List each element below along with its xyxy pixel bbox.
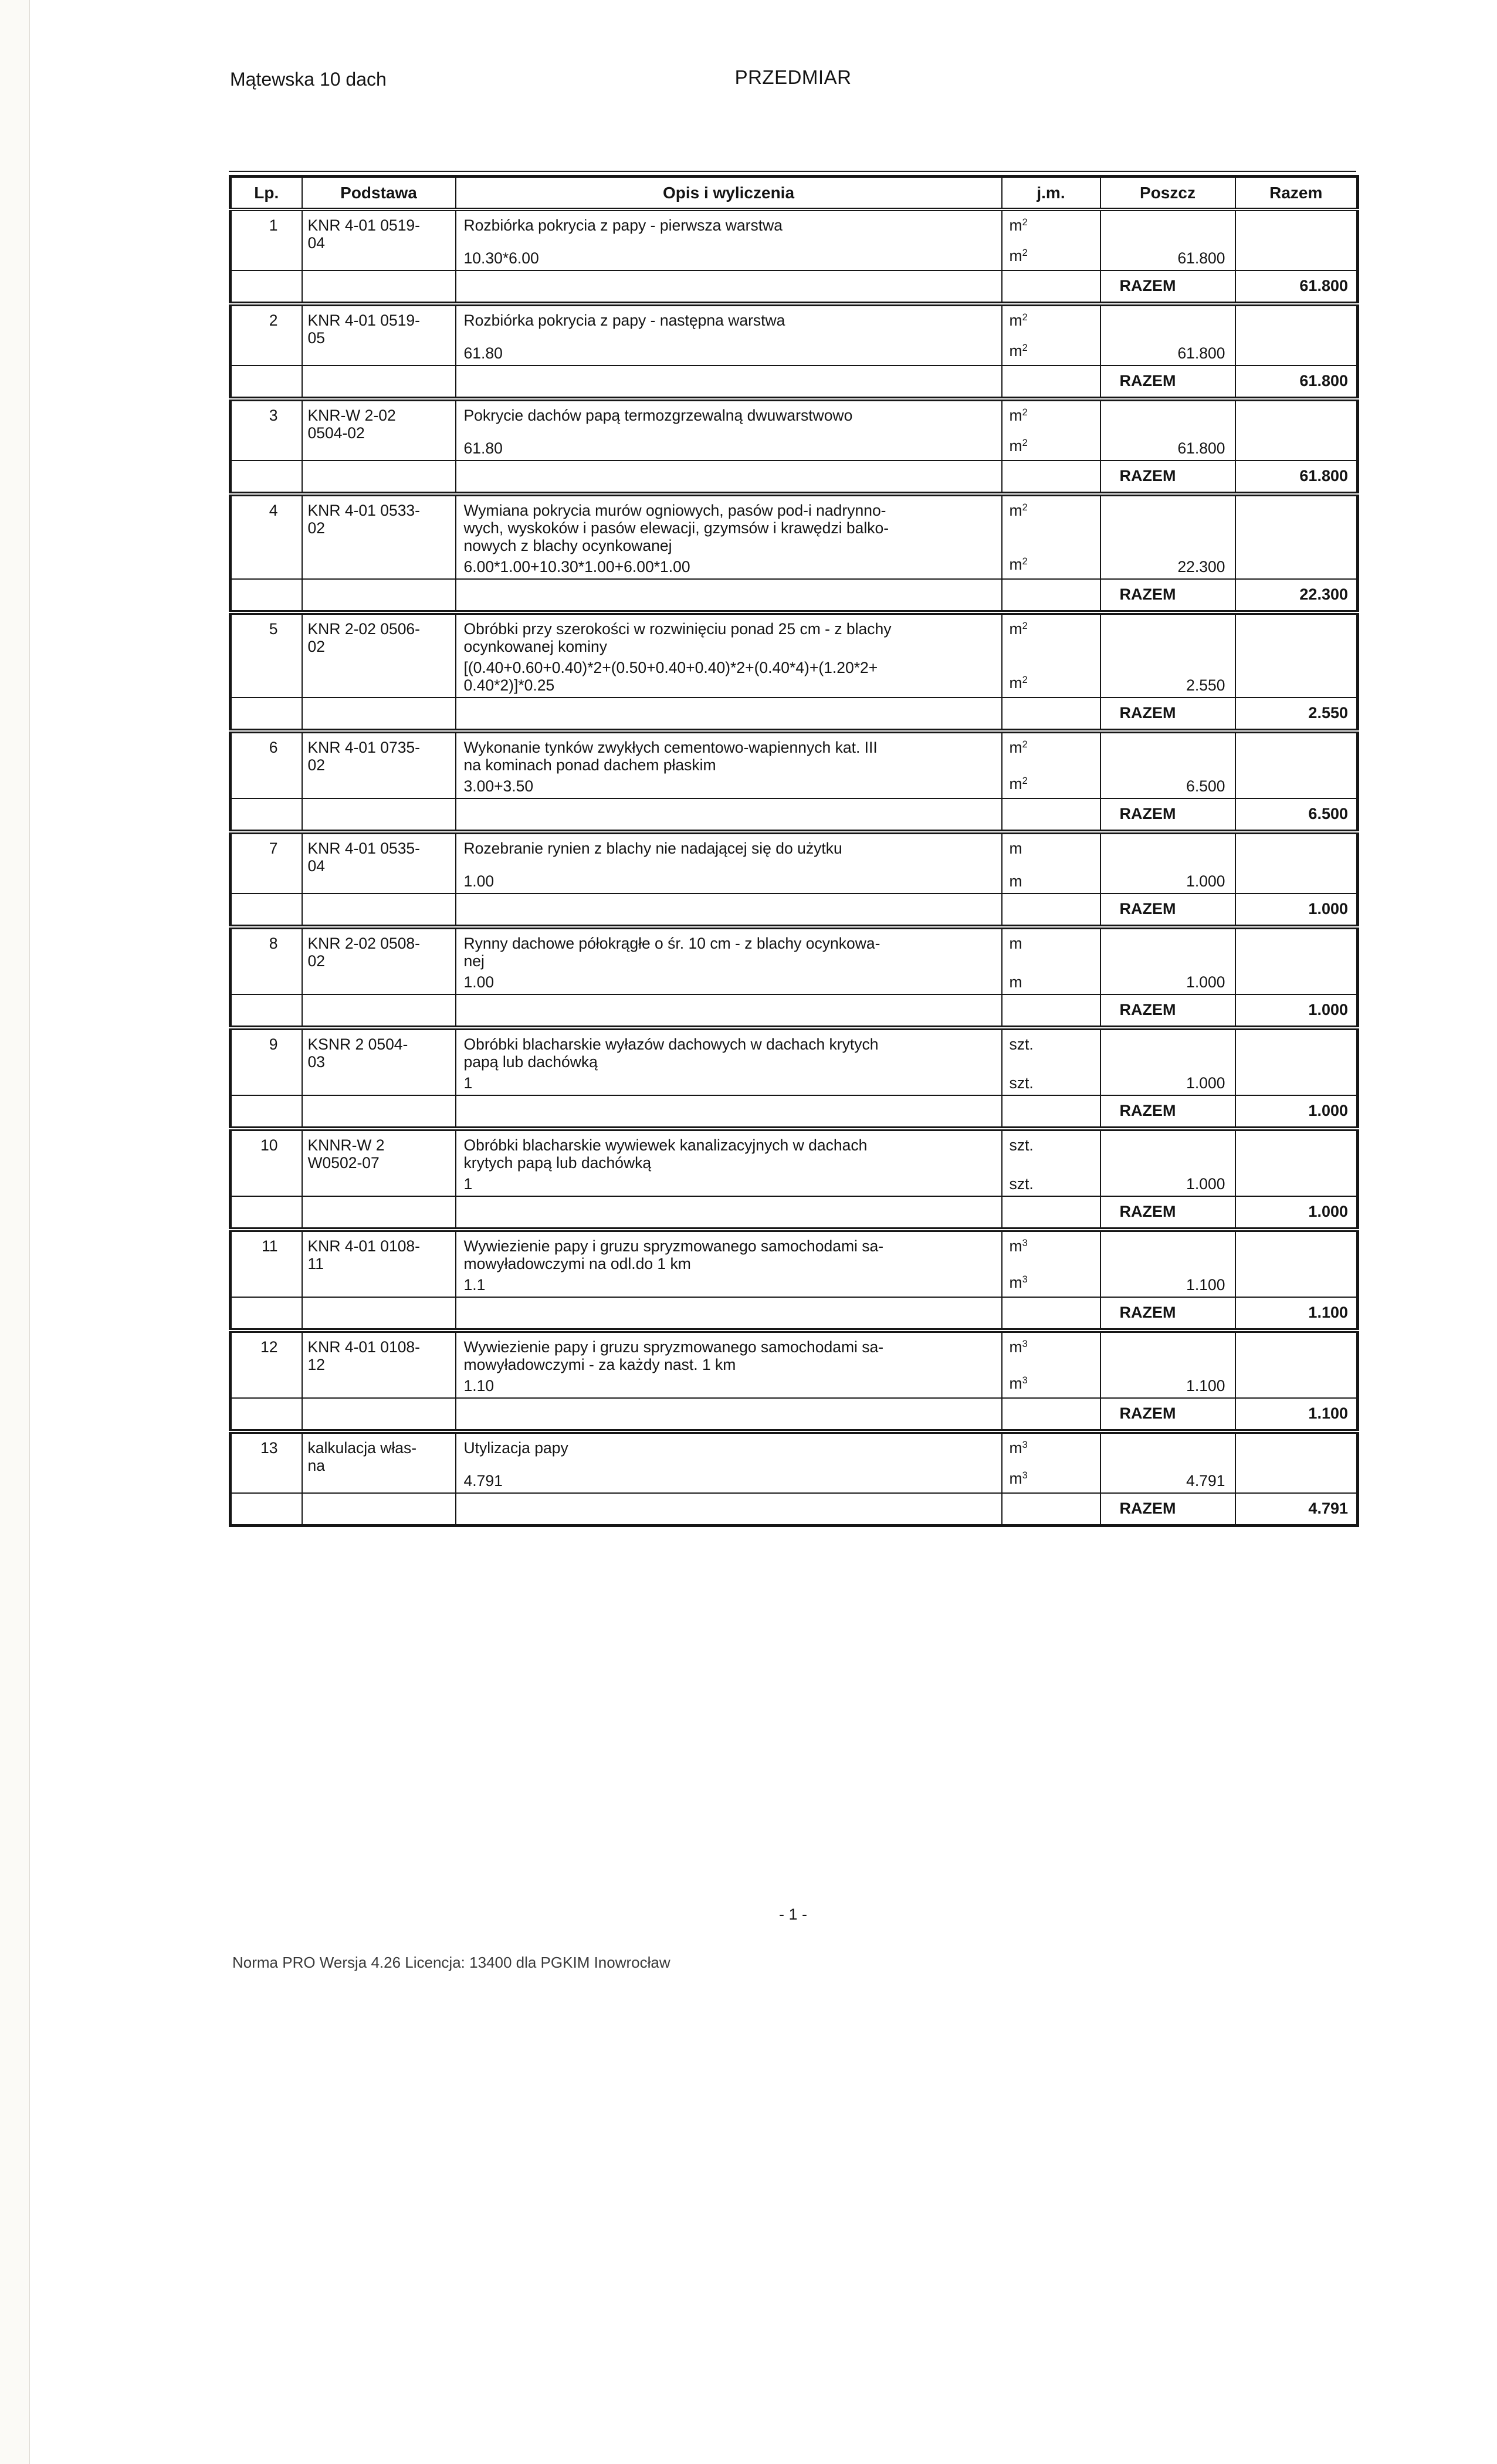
- razem-empty-opis: [456, 579, 1002, 612]
- razem-empty-opis: [456, 994, 1002, 1028]
- podstawa-cell: KNR 2-02 0508- 02: [302, 927, 456, 994]
- item-row-12: [231, 1331, 1358, 1398]
- lp-cell: 8: [231, 927, 302, 994]
- unit-superscript: 2: [1022, 556, 1028, 567]
- item-unit: $m^2$: [1009, 216, 1028, 234]
- razem-total-value: 1.100: [1235, 1297, 1358, 1331]
- razem-empty-lp: [231, 1095, 302, 1129]
- poszcz-cell: [1100, 927, 1235, 994]
- item-unit: szt.: [1009, 1136, 1034, 1154]
- podstawa-cell: KNR 4-01 0519- 04: [302, 209, 456, 270]
- razem-empty-podstawa: [302, 579, 456, 612]
- opis-cell: [456, 731, 1002, 798]
- poszcz-cell: [1100, 494, 1235, 579]
- poszcz-value: 1.000: [1186, 973, 1225, 991]
- razem-empty-opis: [456, 461, 1002, 494]
- poszcz-value: 4.791: [1186, 1472, 1225, 1490]
- razem-cell-empty: [1235, 1230, 1358, 1297]
- razem-summary-row-3: [231, 461, 1358, 494]
- item-row-5: [231, 612, 1358, 698]
- calculation-formula: 1.1: [463, 1276, 486, 1294]
- calculation-unit: $m^2$: [1009, 437, 1028, 455]
- page-number: - 1 -: [778, 1905, 807, 1923]
- razem-label: RAZEM: [1100, 270, 1235, 304]
- unit-superscript: 2: [1022, 407, 1028, 418]
- item-row-8: [231, 927, 1358, 994]
- opis-flex: [456, 615, 1001, 697]
- jm-cell: [1002, 927, 1100, 994]
- lp-cell: 13: [231, 1431, 302, 1493]
- razem-empty-jm: [1002, 1196, 1100, 1230]
- podstawa-cell: KNR 4-01 0108- 12: [302, 1331, 456, 1398]
- razem-cell-empty: [1235, 927, 1358, 994]
- opis-flex: [456, 733, 1001, 798]
- item-row-1: [231, 209, 1358, 270]
- razem-label: RAZEM: [1100, 1297, 1235, 1331]
- unit-superscript: 2: [1022, 620, 1028, 631]
- item-unit: $m^2$: [1009, 312, 1028, 329]
- razem-summary-row-5: [231, 698, 1358, 731]
- column-header-lp: Lp.: [231, 177, 302, 210]
- calculation-formula: 6.00*1.00+10.30*1.00+6.00*1.00: [463, 558, 690, 576]
- razem-empty-podstawa: [302, 698, 456, 731]
- column-header-opis: Opis i wyliczenia: [456, 177, 1002, 210]
- calculation-unit: $m^2$: [1009, 247, 1028, 265]
- podstawa-cell: KNR 4-01 0735- 02: [302, 731, 456, 798]
- jm-cell: [1002, 1028, 1100, 1095]
- calculation-unit: $m^2$: [1009, 556, 1028, 573]
- table-header-row: [231, 177, 1358, 210]
- razem-empty-lp: [231, 1297, 302, 1331]
- opis-flex: [456, 1131, 1001, 1196]
- razem-total-value: 1.000: [1235, 994, 1358, 1028]
- project-title: Mątewska 10 dach: [230, 69, 387, 90]
- unit-superscript: 3: [1022, 1338, 1028, 1349]
- poszcz-cell: [1100, 612, 1235, 698]
- item-description: Wykonanie tynków zwykłych cementowo-wapiennych kat. III na kominach ponad dachem płaskim: [463, 739, 878, 774]
- opis-cell: [456, 927, 1002, 994]
- razem-cell-empty: [1235, 1431, 1358, 1493]
- razem-summary-row-2: [231, 365, 1358, 399]
- item-description: Obróbki przy szerokości w rozwinięciu ponad 25 cm - z blachy ocynkowanej kominy: [463, 620, 892, 655]
- razem-total-value: 4.791: [1308, 1500, 1348, 1517]
- razem-empty-jm: [1002, 698, 1100, 731]
- razem-summary-row-10: [231, 1196, 1358, 1230]
- jm-cell: [1002, 1431, 1100, 1493]
- unit-superscript: 3: [1022, 1439, 1028, 1450]
- razem-empty-jm: [1002, 994, 1100, 1028]
- poszcz-value: 6.500: [1186, 777, 1225, 795]
- column-header-jm: j.m.: [1002, 177, 1100, 210]
- podstawa-cell: KNR 4-01 0108- 11: [302, 1230, 456, 1297]
- opis-flex: [456, 1434, 1001, 1492]
- razem-label: RAZEM: [1100, 579, 1235, 612]
- item-unit: $m^3$: [1009, 1439, 1028, 1457]
- razem-empty-jm: [1002, 461, 1100, 494]
- poszcz-cell: [1100, 1431, 1235, 1493]
- razem-empty-podstawa: [302, 1095, 456, 1129]
- razem-empty-opis: [456, 1398, 1002, 1431]
- razem-cell-empty: [1235, 209, 1358, 270]
- razem-empty-jm: [1002, 893, 1100, 927]
- razem-empty-opis: [456, 1095, 1002, 1129]
- jm-cell: [1002, 1230, 1100, 1297]
- razem-empty-opis: [456, 893, 1002, 927]
- razem-summary-row-9: [231, 1095, 1358, 1129]
- item-row-13: [231, 1431, 1358, 1493]
- calculation-formula: 1.00: [463, 973, 495, 991]
- lp-cell: 9: [231, 1028, 302, 1095]
- razem-empty-lp: [231, 579, 302, 612]
- item-description: Rozebranie rynien z blachy nie nadającej się do użytku: [463, 840, 842, 857]
- lp-cell: 1: [231, 209, 302, 270]
- calculation-formula: 61.80: [463, 439, 503, 457]
- razem-summary-row-12: [231, 1398, 1358, 1431]
- poszcz-cell: [1100, 832, 1235, 893]
- poszcz-value: 1.100: [1186, 1377, 1225, 1395]
- opis-cell: [456, 399, 1002, 461]
- unit-superscript: 2: [1022, 674, 1028, 685]
- opis-cell: [456, 1331, 1002, 1398]
- opis-flex: [456, 1232, 1001, 1297]
- razem-cell-empty: [1235, 399, 1358, 461]
- calculation-formula: 1.00: [463, 872, 495, 890]
- lp-cell: 6: [231, 731, 302, 798]
- poszcz-cell: [1100, 1230, 1235, 1297]
- poszcz-cell: [1100, 399, 1235, 461]
- poszcz-value: 61.800: [1177, 439, 1225, 457]
- razem-cell-empty: [1235, 731, 1358, 798]
- razem-empty-opis: [456, 270, 1002, 304]
- jm-cell: [1002, 209, 1100, 270]
- razem-empty-lp: [231, 1196, 302, 1230]
- razem-empty-lp: [231, 270, 302, 304]
- item-description: Wymiana pokrycia murów ogniowych, pasów pod-i nadrynno- wych, wyskoków i pasów elewacji, gzymsów i krawędzi balko- nowych z blachy ocynkowanej: [463, 502, 889, 554]
- opis-cell: [456, 494, 1002, 579]
- razem-empty-opis: [456, 798, 1002, 832]
- calculation-formula: [(0.40+0.60+0.40)*2+(0.50+0.40+0.40)*2+(0.40*4)+(1.20*2+ 0.40*2)]*0.25: [463, 659, 878, 694]
- lp-cell: 2: [231, 304, 302, 365]
- table-header: [231, 177, 1358, 210]
- opis-flex: [456, 834, 1001, 893]
- item-unit: szt.: [1009, 1035, 1034, 1053]
- razem-empty-podstawa: [302, 994, 456, 1028]
- unit-superscript: 3: [1022, 1274, 1028, 1285]
- item-unit: $m^3$: [1009, 1338, 1028, 1356]
- razem-empty-lp: [231, 365, 302, 399]
- razem-label: RAZEM: [1100, 1398, 1235, 1431]
- unit-superscript: 2: [1022, 216, 1028, 228]
- podstawa-cell: KNNR-W 2 W0502-07: [302, 1129, 456, 1196]
- razem-cell-empty: [1235, 1331, 1358, 1398]
- item-description: Wywiezienie papy i gruzu spryzmowanego samochodami sa- mowyładowczymi na odl.do 1 km: [463, 1237, 884, 1272]
- jm-cell: [1002, 399, 1100, 461]
- calculation-formula: 1: [463, 1074, 473, 1092]
- calculation-unit: szt.: [1009, 1175, 1034, 1193]
- jm-cell: [1002, 612, 1100, 698]
- scan-edge-artifact: [0, 0, 30, 2464]
- razem-empty-lp: [231, 893, 302, 927]
- item-description: Wywiezienie papy i gruzu spryzmowanego samochodami sa- mowyładowczymi - za każdy nast. 1 km: [463, 1338, 884, 1373]
- item-unit: $m^3$: [1009, 1237, 1028, 1255]
- opis-cell: [456, 209, 1002, 270]
- calculation-formula: 1.10: [463, 1377, 495, 1395]
- opis-cell: [456, 1028, 1002, 1095]
- calculation-formula: 4.791: [463, 1472, 503, 1490]
- razem-total-value: 6.500: [1235, 798, 1358, 832]
- razem-label: RAZEM: [1100, 798, 1235, 832]
- jm-cell: [1002, 1331, 1100, 1398]
- razem-label: RAZEM: [1100, 893, 1235, 927]
- unit-superscript: 2: [1022, 247, 1028, 258]
- razem-cell-empty: [1235, 612, 1358, 698]
- razem-empty-lp: [231, 1398, 302, 1431]
- razem-cell-empty: [1235, 1028, 1358, 1095]
- calculation-formula: 61.80: [463, 344, 503, 362]
- razem-total-value: 1.000: [1235, 893, 1358, 927]
- razem-empty-opis: [456, 1196, 1002, 1230]
- poszcz-value: 1.000: [1186, 1175, 1225, 1193]
- item-unit: $m^2$: [1009, 739, 1028, 756]
- document-type-heading: PRZEDMIAR: [734, 66, 852, 88]
- item-row-6: [231, 731, 1358, 798]
- razem-label: RAZEM: [1100, 461, 1235, 494]
- lp-cell: 11: [231, 1230, 302, 1297]
- column-header-poszcz: Poszcz: [1100, 177, 1235, 210]
- razem-total-value: 61.800: [1235, 365, 1358, 399]
- razem-empty-jm: [1002, 1493, 1100, 1526]
- opis-flex: [456, 306, 1001, 365]
- razem-label: RAZEM: [1100, 1095, 1235, 1129]
- podstawa-cell: KNR 4-01 0519- 05: [302, 304, 456, 365]
- unit-superscript: 3: [1022, 1375, 1028, 1386]
- razem-summary-row-11: [231, 1297, 1358, 1331]
- poszcz-value: 61.800: [1177, 249, 1225, 267]
- opis-cell: [456, 1431, 1002, 1493]
- opis-flex: [456, 1030, 1001, 1095]
- item-row-10: [231, 1129, 1358, 1196]
- razem-label: RAZEM: [1100, 698, 1235, 731]
- razem-empty-jm: [1002, 579, 1100, 612]
- lp-cell: 7: [231, 832, 302, 893]
- poszcz-cell: [1100, 209, 1235, 270]
- item-unit: m: [1009, 935, 1022, 952]
- razem-empty-podstawa: [302, 1398, 456, 1431]
- unit-superscript: 2: [1022, 437, 1028, 448]
- razem-empty-lp: [231, 461, 302, 494]
- calculation-unit: $m^2$: [1009, 775, 1028, 793]
- calculation-formula: 3.00+3.50: [463, 777, 534, 795]
- razem-label: RAZEM: [1100, 1196, 1235, 1230]
- jm-cell: [1002, 832, 1100, 893]
- item-description: Utylizacja papy: [463, 1439, 568, 1457]
- calculation-unit: m: [1009, 973, 1022, 991]
- razem-empty-lp: [231, 994, 302, 1028]
- razem-summary-row-4: [231, 579, 1358, 612]
- item-description: Obróbki blacharskie wywiewek kanalizacyjnych w dachach krytych papą lub dachówką: [463, 1136, 868, 1172]
- razem-empty-jm: [1002, 1095, 1100, 1129]
- poszcz-cell: [1100, 731, 1235, 798]
- calculation-formula: 1: [463, 1175, 473, 1193]
- poszcz-value: 1.000: [1186, 872, 1225, 890]
- razem-summary-row-6: [231, 798, 1358, 832]
- item-description: Rynny dachowe półokrągłe o śr. 10 cm - z blachy ocynkowa- nej: [463, 935, 880, 970]
- calculation-unit: $m^2$: [1009, 674, 1028, 692]
- unit-superscript: 3: [1022, 1237, 1028, 1248]
- jm-cell: [1002, 731, 1100, 798]
- razem-total-value: 61.800: [1235, 461, 1358, 494]
- opis-flex: [456, 401, 1001, 460]
- razem-empty-opis: [456, 1297, 1002, 1331]
- podstawa-cell: kalkulacja włas- na: [302, 1431, 456, 1493]
- razem-cell-empty: [1235, 832, 1358, 893]
- unit-superscript: 2: [1022, 739, 1028, 750]
- podstawa-cell: KNR-W 2-02 0504-02: [302, 399, 456, 461]
- item-unit: m: [1009, 840, 1022, 857]
- podstawa-cell: KSNR 2 0504- 03: [302, 1028, 456, 1095]
- opis-cell: [456, 1230, 1002, 1297]
- razem-empty-podstawa: [302, 1196, 456, 1230]
- item-row-9: [231, 1028, 1358, 1095]
- razem-total-value: 2.550: [1235, 698, 1358, 731]
- table-top-rule: [229, 171, 1356, 172]
- calculation-unit: szt.: [1009, 1074, 1034, 1092]
- opis-flex: [456, 496, 1001, 578]
- opis-cell: [456, 304, 1002, 365]
- item-row-7: [231, 832, 1358, 893]
- razem-cell-empty: [1235, 304, 1358, 365]
- razem-empty-opis: [456, 698, 1002, 731]
- column-header-razem: Razem: [1235, 177, 1358, 210]
- unit-superscript: 2: [1022, 502, 1028, 513]
- razem-summary-row-1: [231, 270, 1358, 304]
- razem-empty-podstawa: [302, 461, 456, 494]
- poszcz-cell: [1100, 1129, 1235, 1196]
- item-description: Rozbiórka pokrycia z papy - następna warstwa: [463, 312, 785, 329]
- razem-total-value: 61.800: [1235, 270, 1358, 304]
- calculation-unit: $m^3$: [1009, 1274, 1028, 1291]
- podstawa-cell: KNR 2-02 0506- 02: [302, 612, 456, 698]
- opis-flex: [456, 1333, 1001, 1397]
- razem-total-value: 1.100: [1235, 1398, 1358, 1431]
- razem-empty-podstawa: [302, 365, 456, 399]
- razem-cell-empty: [1235, 494, 1358, 579]
- razem-label: RAZEM: [1100, 994, 1235, 1028]
- calculation-unit: $m^2$: [1009, 342, 1028, 360]
- razem-summary-row-13: [231, 1493, 1358, 1526]
- item-unit: $m^2$: [1009, 620, 1028, 638]
- razem-empty-podstawa: [302, 1297, 456, 1331]
- podstawa-cell: KNR 4-01 0535- 04: [302, 832, 456, 893]
- item-row-11: [231, 1230, 1358, 1297]
- razem-empty-podstawa: [302, 270, 456, 304]
- razem-summary-row-7: [231, 893, 1358, 927]
- przedmiar-table: [229, 175, 1359, 1527]
- lp-cell: 10: [231, 1129, 302, 1196]
- razem-cell-empty: [1235, 1129, 1358, 1196]
- razem-empty-jm: [1002, 798, 1100, 832]
- item-row-4: [231, 494, 1358, 579]
- poszcz-value: 1.000: [1186, 1074, 1225, 1092]
- lp-cell: 12: [231, 1331, 302, 1398]
- razem-total-value: 1.000: [1235, 1095, 1358, 1129]
- item-row-2: [231, 304, 1358, 365]
- poszcz-value: 61.800: [1177, 344, 1225, 362]
- calculation-unit: $m^3$: [1009, 1470, 1028, 1487]
- razem-empty-jm: [1002, 270, 1100, 304]
- jm-cell: [1002, 1129, 1100, 1196]
- column-header-podstawa: Podstawa: [302, 177, 456, 210]
- poszcz-value: 2.550: [1186, 676, 1225, 694]
- razem-total-value: 1.000: [1235, 1196, 1358, 1230]
- item-description: Pokrycie dachów papą termozgrzewalną dwuwarstwowo: [463, 407, 853, 424]
- jm-cell: [1002, 304, 1100, 365]
- item-unit: $m^2$: [1009, 502, 1028, 519]
- razem-summary-row-8: [231, 994, 1358, 1028]
- opis-flex: [456, 211, 1001, 270]
- poszcz-cell: [1100, 304, 1235, 365]
- razem-label: RAZEM: [1100, 365, 1235, 399]
- software-license-note: Norma PRO Wersja 4.26 Licencja: 13400 dla PGKIM Inowrocław: [232, 1954, 670, 1971]
- razem-empty-lp: [231, 798, 302, 832]
- unit-superscript: 2: [1022, 312, 1028, 323]
- calculation-unit: $m^3$: [1009, 1375, 1028, 1392]
- poszcz-value: 22.300: [1177, 558, 1225, 576]
- razem-empty-podstawa: [302, 798, 456, 832]
- unit-superscript: 2: [1022, 775, 1028, 786]
- przedmiar-table-body: [231, 209, 1358, 1526]
- podstawa-cell: KNR 4-01 0533- 02: [302, 494, 456, 579]
- razem-empty-opis: [456, 365, 1002, 399]
- razem-empty-jm: [1002, 1297, 1100, 1331]
- item-row-3: [231, 399, 1358, 461]
- poszcz-cell: [1100, 1331, 1235, 1398]
- opis-cell: [456, 1129, 1002, 1196]
- opis-flex: [456, 929, 1001, 994]
- item-description: Obróbki blacharskie wyłazów dachowych w dachach krytych papą lub dachówką: [463, 1035, 879, 1071]
- lp-cell: 5: [231, 612, 302, 698]
- razem-empty-podstawa: [302, 893, 456, 927]
- jm-cell: [1002, 494, 1100, 579]
- razem-total-value: 22.300: [1235, 579, 1358, 612]
- lp-cell: 4: [231, 494, 302, 579]
- razem-empty-lp: [231, 698, 302, 731]
- razem-empty-podstawa: [302, 1493, 456, 1526]
- lp-cell: 3: [231, 399, 302, 461]
- razem-empty-jm: [1002, 1398, 1100, 1431]
- razem-empty-opis: [456, 1493, 1002, 1526]
- item-unit: $m^2$: [1009, 407, 1028, 424]
- poszcz-cell: [1100, 1028, 1235, 1095]
- przedmiar-table-wrap: [229, 171, 1356, 1527]
- unit-superscript: 2: [1022, 342, 1028, 353]
- opis-cell: [456, 832, 1002, 893]
- razem-empty-jm: [1002, 365, 1100, 399]
- opis-cell: [456, 612, 1002, 698]
- item-description: Rozbiórka pokrycia z papy - pierwsza warstwa: [463, 216, 783, 234]
- calculation-formula: 10.30*6.00: [463, 249, 539, 267]
- razem-label: RAZEM: [1100, 1493, 1235, 1526]
- poszcz-value: 1.100: [1186, 1276, 1225, 1294]
- unit-superscript: 3: [1022, 1470, 1028, 1481]
- razem-empty-lp: [231, 1493, 302, 1526]
- calculation-unit: m: [1009, 872, 1022, 890]
